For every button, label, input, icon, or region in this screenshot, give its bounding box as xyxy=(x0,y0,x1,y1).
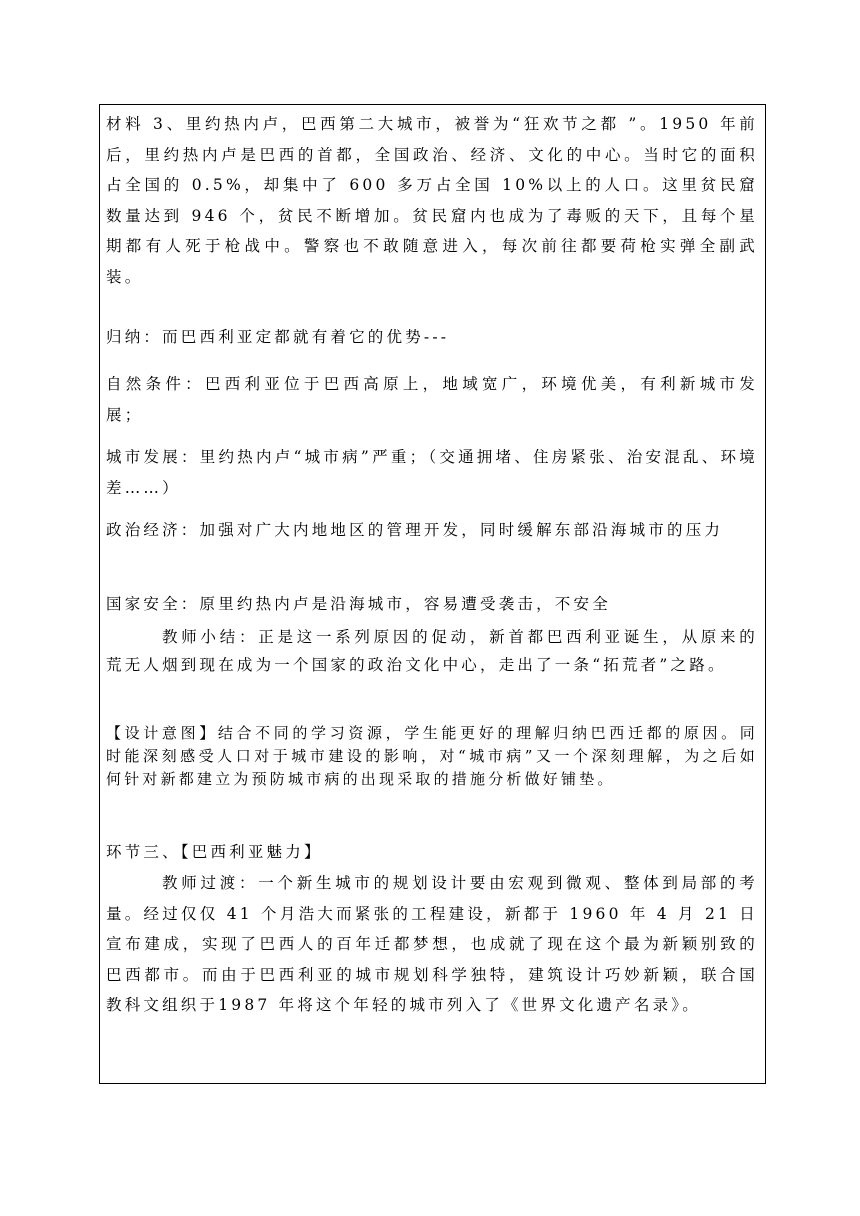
teacher-summary: 教师小结：正是这一系列原因的促动，新首都巴西利亚诞生，从原来的荒无人烟到现在成为一个国家的政治文化中心，走出了一条“拓荒者”之路。 xyxy=(106,628,758,674)
summary-intro: 归纳：而巴西利亚定都就有着它的优势--- xyxy=(106,328,450,346)
natural-conditions: 自然条件：巴西利亚位于巴西高原上，地域宽广，环境优美，有利新城市发展； xyxy=(106,375,758,424)
design-intent: 【设计意图】结合不同的学习资源，学生能更好的理解归纳巴西迁都的原因。同时能深刻感受人口对于城市建设的影响，对“城市病”又一个深刻理解，为之后如何针对新都建立为预防城市病的出现采取的措施分析做好铺垫。 xyxy=(106,724,758,788)
urban-development: 城市发展：里约热内卢“城市病”严重；（交通拥堵、住房紧张、治安混乱、环境差……） xyxy=(106,448,758,497)
material-3-paragraph: 材料 3、里约热内卢，巴西第二大城市，被誉为“狂欢节之都 ”。1950 年前后，里约热内卢是巴西的首都，全国政治、经济、文化的中心。当时它的面积占全国的 0.5%，却集中了 600 多万占全国 10%以上的人口。这里贫民窟数量达到 946 个，贫民不断增加。贫民窟内也成为了毒贩的天下，且每个星期都有人死于枪战中。警察也不敢随意进入，每次前往都要荷枪实弹全副武装。 xyxy=(106,115,758,286)
teacher-transition: 教师过渡：一个新生城市的规划设计要由宏观到微观、整体到局部的考量。经过仅仅 41 个月浩大而紧张的工程建设，新都于 1960 年 4 月 21 日宣布建成，实现了巴西人的百年迁都梦想，也成就了现在这个最为新颖别致的巴西都市。而由于巴西利亚的城市规划科学独特，建筑设计巧妙新颖，联合国教科文组织于1987 年将这个年轻的城市列入了《世界文化遗产名录》。 xyxy=(106,874,758,1014)
political-economy: 政治经济：加强对广大内地地区的管理开发，同时缓解东部沿海城市的压力 xyxy=(106,521,724,539)
national-security: 国家安全：原里约热内卢是沿海城市，容易遭受袭击，不安全 xyxy=(106,595,611,613)
content-table-cell xyxy=(99,104,766,1084)
section-3-heading: 环节三、【巴西利亚魅力】 xyxy=(106,843,323,861)
